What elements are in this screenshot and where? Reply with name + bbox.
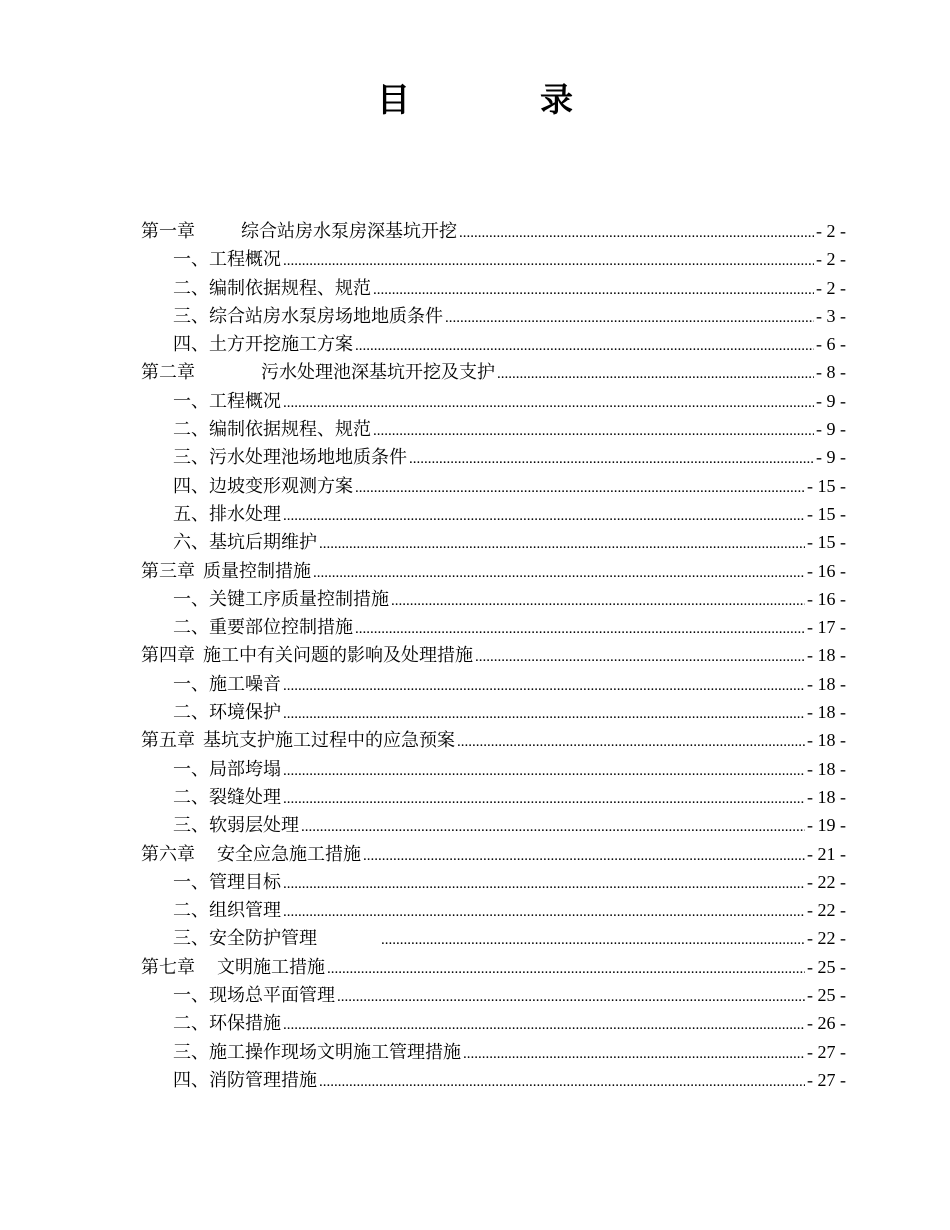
toc-page-number: - 19 - (807, 815, 846, 836)
toc-dot-leader (459, 219, 814, 245)
toc-entry-label (173, 275, 371, 302)
toc-page-number: - 15 - (807, 503, 846, 524)
toc-section-entry[interactable] (141, 245, 846, 273)
toc-entry-text: 三、污水处理池场地地质条件 (173, 447, 407, 469)
toc-entry-label (173, 1067, 317, 1094)
toc-entry-text: 三、软弱层处理 (173, 815, 299, 837)
toc-dot-leader (457, 728, 805, 754)
toc-dot-leader (283, 1011, 805, 1037)
toc-page-number: - 9 - (816, 447, 846, 468)
toc-section-entry[interactable] (141, 981, 846, 1009)
toc-entry-text: 四、土方开挖施工方案 (173, 334, 353, 356)
toc-section-entry[interactable] (141, 585, 846, 613)
toc-entry-label (173, 586, 389, 613)
toc-chapter-entry[interactable] (141, 953, 846, 981)
toc-entry-text: 一、局部垮塌 (173, 758, 281, 780)
toc-entry-text: 综合站房水泵房深基坑开挖 (241, 221, 457, 242)
toc-page-number: - 18 - (807, 786, 846, 807)
toc-dot-leader (283, 757, 805, 783)
toc-chapter-number: 第二章 (141, 362, 195, 384)
toc-dot-leader (355, 615, 805, 641)
toc-page-number: - 18 - (807, 730, 846, 751)
toc-dot-leader (355, 474, 805, 500)
toc-dot-leader (283, 700, 805, 726)
toc-section-entry[interactable] (141, 387, 846, 415)
toc-page-number: - 18 - (807, 758, 846, 779)
toc-page-number: - 2 - (816, 249, 846, 270)
toc-entry-label (141, 841, 361, 868)
toc-entry-label (173, 444, 407, 471)
toc-entry-text: 四、边坡变形观测方案 (173, 475, 353, 497)
toc-dot-leader (327, 955, 805, 981)
toc-page-number: - 15 - (807, 532, 846, 553)
toc-section-entry[interactable] (141, 330, 846, 358)
toc-page-number: - 16 - (807, 588, 846, 609)
toc-entry-label (173, 784, 281, 811)
toc-section-entry[interactable] (141, 472, 846, 500)
toc-chapter-entry[interactable] (141, 726, 846, 754)
toc-entry-text: 二、编制依据规程、规范 (173, 277, 371, 299)
toc-entry-label (173, 699, 281, 726)
toc-entry-label (141, 954, 325, 981)
toc-section-entry[interactable] (141, 924, 846, 952)
toc-dot-leader (319, 530, 805, 556)
toc-page-number: - 27 - (807, 1069, 846, 1090)
toc-entry-text: 二、编制依据规程、规范 (173, 419, 371, 441)
toc-entry-label (173, 897, 281, 924)
toc-dot-leader (283, 502, 805, 528)
toc-entry-text: 一、关键工序质量控制措施 (173, 588, 389, 610)
toc-entry-label (173, 614, 353, 641)
toc-entry-label (173, 812, 299, 839)
toc-section-entry[interactable] (141, 274, 846, 302)
toc-chapter-number: 第六章 (141, 843, 195, 865)
page-title (0, 74, 950, 121)
toc-section-entry[interactable] (141, 443, 846, 471)
toc-page-number: - 8 - (816, 362, 846, 383)
toc-entry-label (173, 869, 281, 896)
toc-page-number: - 22 - (807, 928, 846, 949)
toc-entry-label (173, 416, 371, 443)
toc-entry-label (141, 359, 495, 386)
toc-chapter-entry[interactable] (141, 641, 846, 669)
toc-section-entry[interactable] (141, 415, 846, 443)
toc-entry-text: 一、工程概况 (173, 390, 281, 412)
toc-dot-leader (475, 643, 805, 669)
toc-page-number: - 26 - (807, 1013, 846, 1034)
toc-page-number: - 21 - (807, 843, 846, 864)
toc-chapter-entry[interactable] (141, 217, 846, 245)
toc-entry-label (173, 388, 281, 415)
toc-dot-leader (319, 1068, 805, 1094)
toc-entry-label (173, 473, 353, 500)
toc-entry-text: 质量控制措施 (203, 560, 311, 582)
toc-entry-text: 五、排水处理 (173, 503, 281, 525)
toc-page-number: - 9 - (816, 419, 846, 440)
toc-entry-label (173, 671, 281, 698)
toc-entry-text: 三、施工操作现场文明施工管理措施 (173, 1041, 461, 1063)
toc-entry-label (141, 218, 457, 245)
toc-entry-label (141, 727, 455, 754)
toc-page-number: - 15 - (807, 475, 846, 496)
toc-page-number: - 6 - (816, 334, 846, 355)
toc-dot-leader (283, 898, 805, 924)
toc-entry-text: 一、施工噪音 (173, 673, 281, 695)
toc-entry-text: 三、安全防护管理 (173, 928, 317, 950)
toc-entry-text: 二、重要部位控制措施 (173, 617, 353, 639)
toc-chapter-number: 第七章 (141, 956, 195, 978)
toc-page-number: - 22 - (807, 900, 846, 921)
toc-entry-label (173, 1039, 461, 1066)
toc-entry-text: 基坑支护施工过程中的应急预案 (203, 730, 455, 752)
toc-dot-leader (355, 332, 814, 358)
toc-entry-text: 四、消防管理措施 (173, 1069, 317, 1091)
toc-entry-text: 一、工程概况 (173, 249, 281, 271)
toc-dot-leader (283, 247, 814, 273)
toc-dot-leader (283, 870, 805, 896)
toc-entry-label (173, 1010, 281, 1037)
toc-entry-text: 文明施工措施 (217, 956, 325, 978)
toc-dot-leader (363, 842, 805, 868)
toc-entry-label (173, 982, 335, 1009)
toc-page-number: - 18 - (807, 702, 846, 723)
toc-page-number: - 22 - (807, 871, 846, 892)
toc-dot-leader (409, 445, 814, 471)
toc-section-entry[interactable] (141, 670, 846, 698)
toc-page-number: - 17 - (807, 617, 846, 638)
toc-entry-text: 六、基坑后期维护 (173, 532, 317, 554)
toc-entry-text: 二、环境保护 (173, 702, 281, 724)
toc-entry-label (173, 246, 281, 273)
toc-dot-leader (381, 926, 805, 952)
toc-dot-leader (497, 360, 814, 386)
toc-dot-leader (373, 417, 814, 443)
toc-entry-text: 一、现场总平面管理 (173, 985, 335, 1007)
toc-dot-leader (283, 672, 805, 698)
toc-entry-label (173, 529, 317, 556)
toc-section-entry[interactable] (141, 783, 846, 811)
toc-entry-label (141, 642, 473, 669)
title-char-2: 录 (540, 80, 573, 119)
toc-dot-leader (283, 389, 814, 415)
toc-dot-leader (301, 813, 805, 839)
toc-page-number: - 18 - (807, 673, 846, 694)
toc-entry-text: 污水处理池深基坑开挖及支护 (261, 362, 495, 384)
toc-entry-text: 二、环保措施 (173, 1013, 281, 1035)
toc-chapter-number: 第三章 (141, 560, 195, 582)
toc-section-entry[interactable] (141, 868, 846, 896)
toc-dot-leader (283, 785, 805, 811)
toc-entry-text: 安全应急施工措施 (217, 843, 361, 865)
toc-section-entry[interactable] (141, 896, 846, 924)
toc-entry-text: 一、管理目标 (173, 871, 281, 893)
toc-dot-leader (445, 304, 814, 330)
toc-entry-label (173, 756, 281, 783)
toc-page-number: - 2 - (816, 221, 846, 241)
toc-entry-label (173, 303, 443, 330)
title-char-1: 目 (377, 80, 410, 119)
toc-section-entry[interactable] (141, 698, 846, 726)
toc-page-number: - 18 - (807, 645, 846, 666)
toc-chapter-entry[interactable] (141, 557, 846, 585)
toc-entry-label (173, 925, 379, 952)
toc-entry-label (173, 331, 353, 358)
toc-page-number: - 9 - (816, 390, 846, 411)
toc-section-entry[interactable] (141, 528, 846, 556)
toc-page-number: - 25 - (807, 985, 846, 1006)
toc-entry-label (173, 501, 281, 528)
toc-dot-leader (313, 559, 805, 585)
toc-chapter-number: 第四章 (141, 645, 195, 667)
toc-chapter-number: 第一章 (141, 221, 195, 242)
toc-page-number: - 27 - (807, 1041, 846, 1062)
toc-dot-leader (337, 983, 805, 1009)
toc-page-number: - 25 - (807, 956, 846, 977)
toc-section-entry[interactable] (141, 1066, 846, 1094)
toc-chapter-number: 第五章 (141, 730, 195, 752)
table-of-contents (141, 217, 846, 1094)
toc-page-number: - 16 - (807, 560, 846, 581)
toc-chapter-entry[interactable] (141, 358, 846, 386)
toc-entry-text: 施工中有关问题的影响及处理措施 (203, 645, 473, 667)
toc-chapter-entry[interactable] (141, 840, 846, 868)
toc-section-entry[interactable] (141, 1009, 846, 1037)
toc-entry-label (141, 558, 311, 585)
toc-dot-leader (391, 587, 805, 613)
toc-entry-text: 二、组织管理 (173, 900, 281, 922)
toc-dot-leader (373, 276, 814, 302)
toc-section-entry[interactable] (141, 811, 846, 839)
toc-entry-text: 二、裂缝处理 (173, 786, 281, 808)
toc-section-entry[interactable] (141, 1038, 846, 1066)
toc-section-entry[interactable] (141, 302, 846, 330)
toc-section-entry[interactable] (141, 755, 846, 783)
toc-section-entry[interactable] (141, 500, 846, 528)
toc-page-number: - 2 - (816, 277, 846, 298)
toc-section-entry[interactable] (141, 613, 846, 641)
toc-dot-leader (463, 1040, 805, 1066)
toc-entry-text: 三、综合站房水泵房场地地质条件 (173, 305, 443, 327)
toc-page-number: - 3 - (816, 305, 846, 326)
